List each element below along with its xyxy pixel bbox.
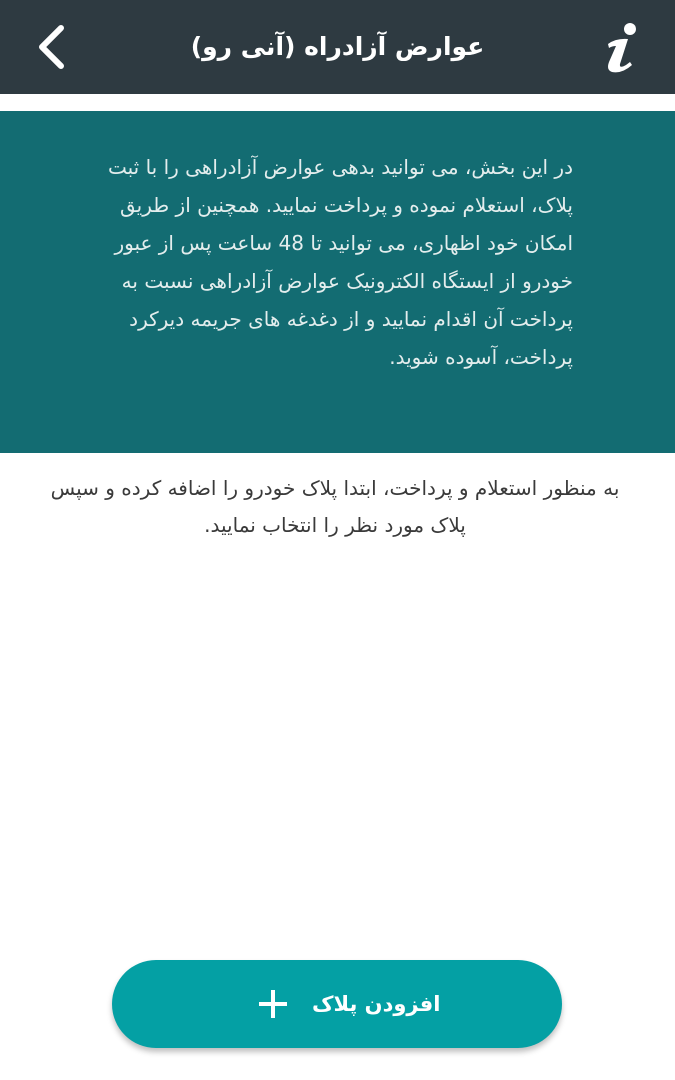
plus-icon (257, 988, 289, 1020)
add-plate-button[interactable] (112, 960, 562, 1048)
banner-description: در این بخش، می توانید بدهی عوارض آزادراهی را با ثبت پلاک، استعلام نموده و پرداخت نمایید. همچنین از طریق امکان خود اظهاری، می توانید تا 48 ساعت پس از عبور خودرو از ایستگاه الکترونیک عوارض آزادراهی نسبت به پرداخت آن اقدام نمایید و از دغدغه های جریمه دیرکرد پرداخت، آسوده شوید. (107, 155, 573, 369)
page-title: عوارض آزادراه (آنی رو) (190, 32, 485, 61)
info-icon[interactable] (598, 20, 646, 74)
info-banner (0, 111, 675, 453)
instruction-text: به منظور استعلام و پرداخت، ابتدا پلاک خودرو را اضافه کرده و سپس پلاک مورد نظر را انتخاب نمایید. (50, 476, 620, 537)
add-plate-label: افزودن پلاک (312, 992, 441, 1016)
app-header (0, 0, 675, 94)
